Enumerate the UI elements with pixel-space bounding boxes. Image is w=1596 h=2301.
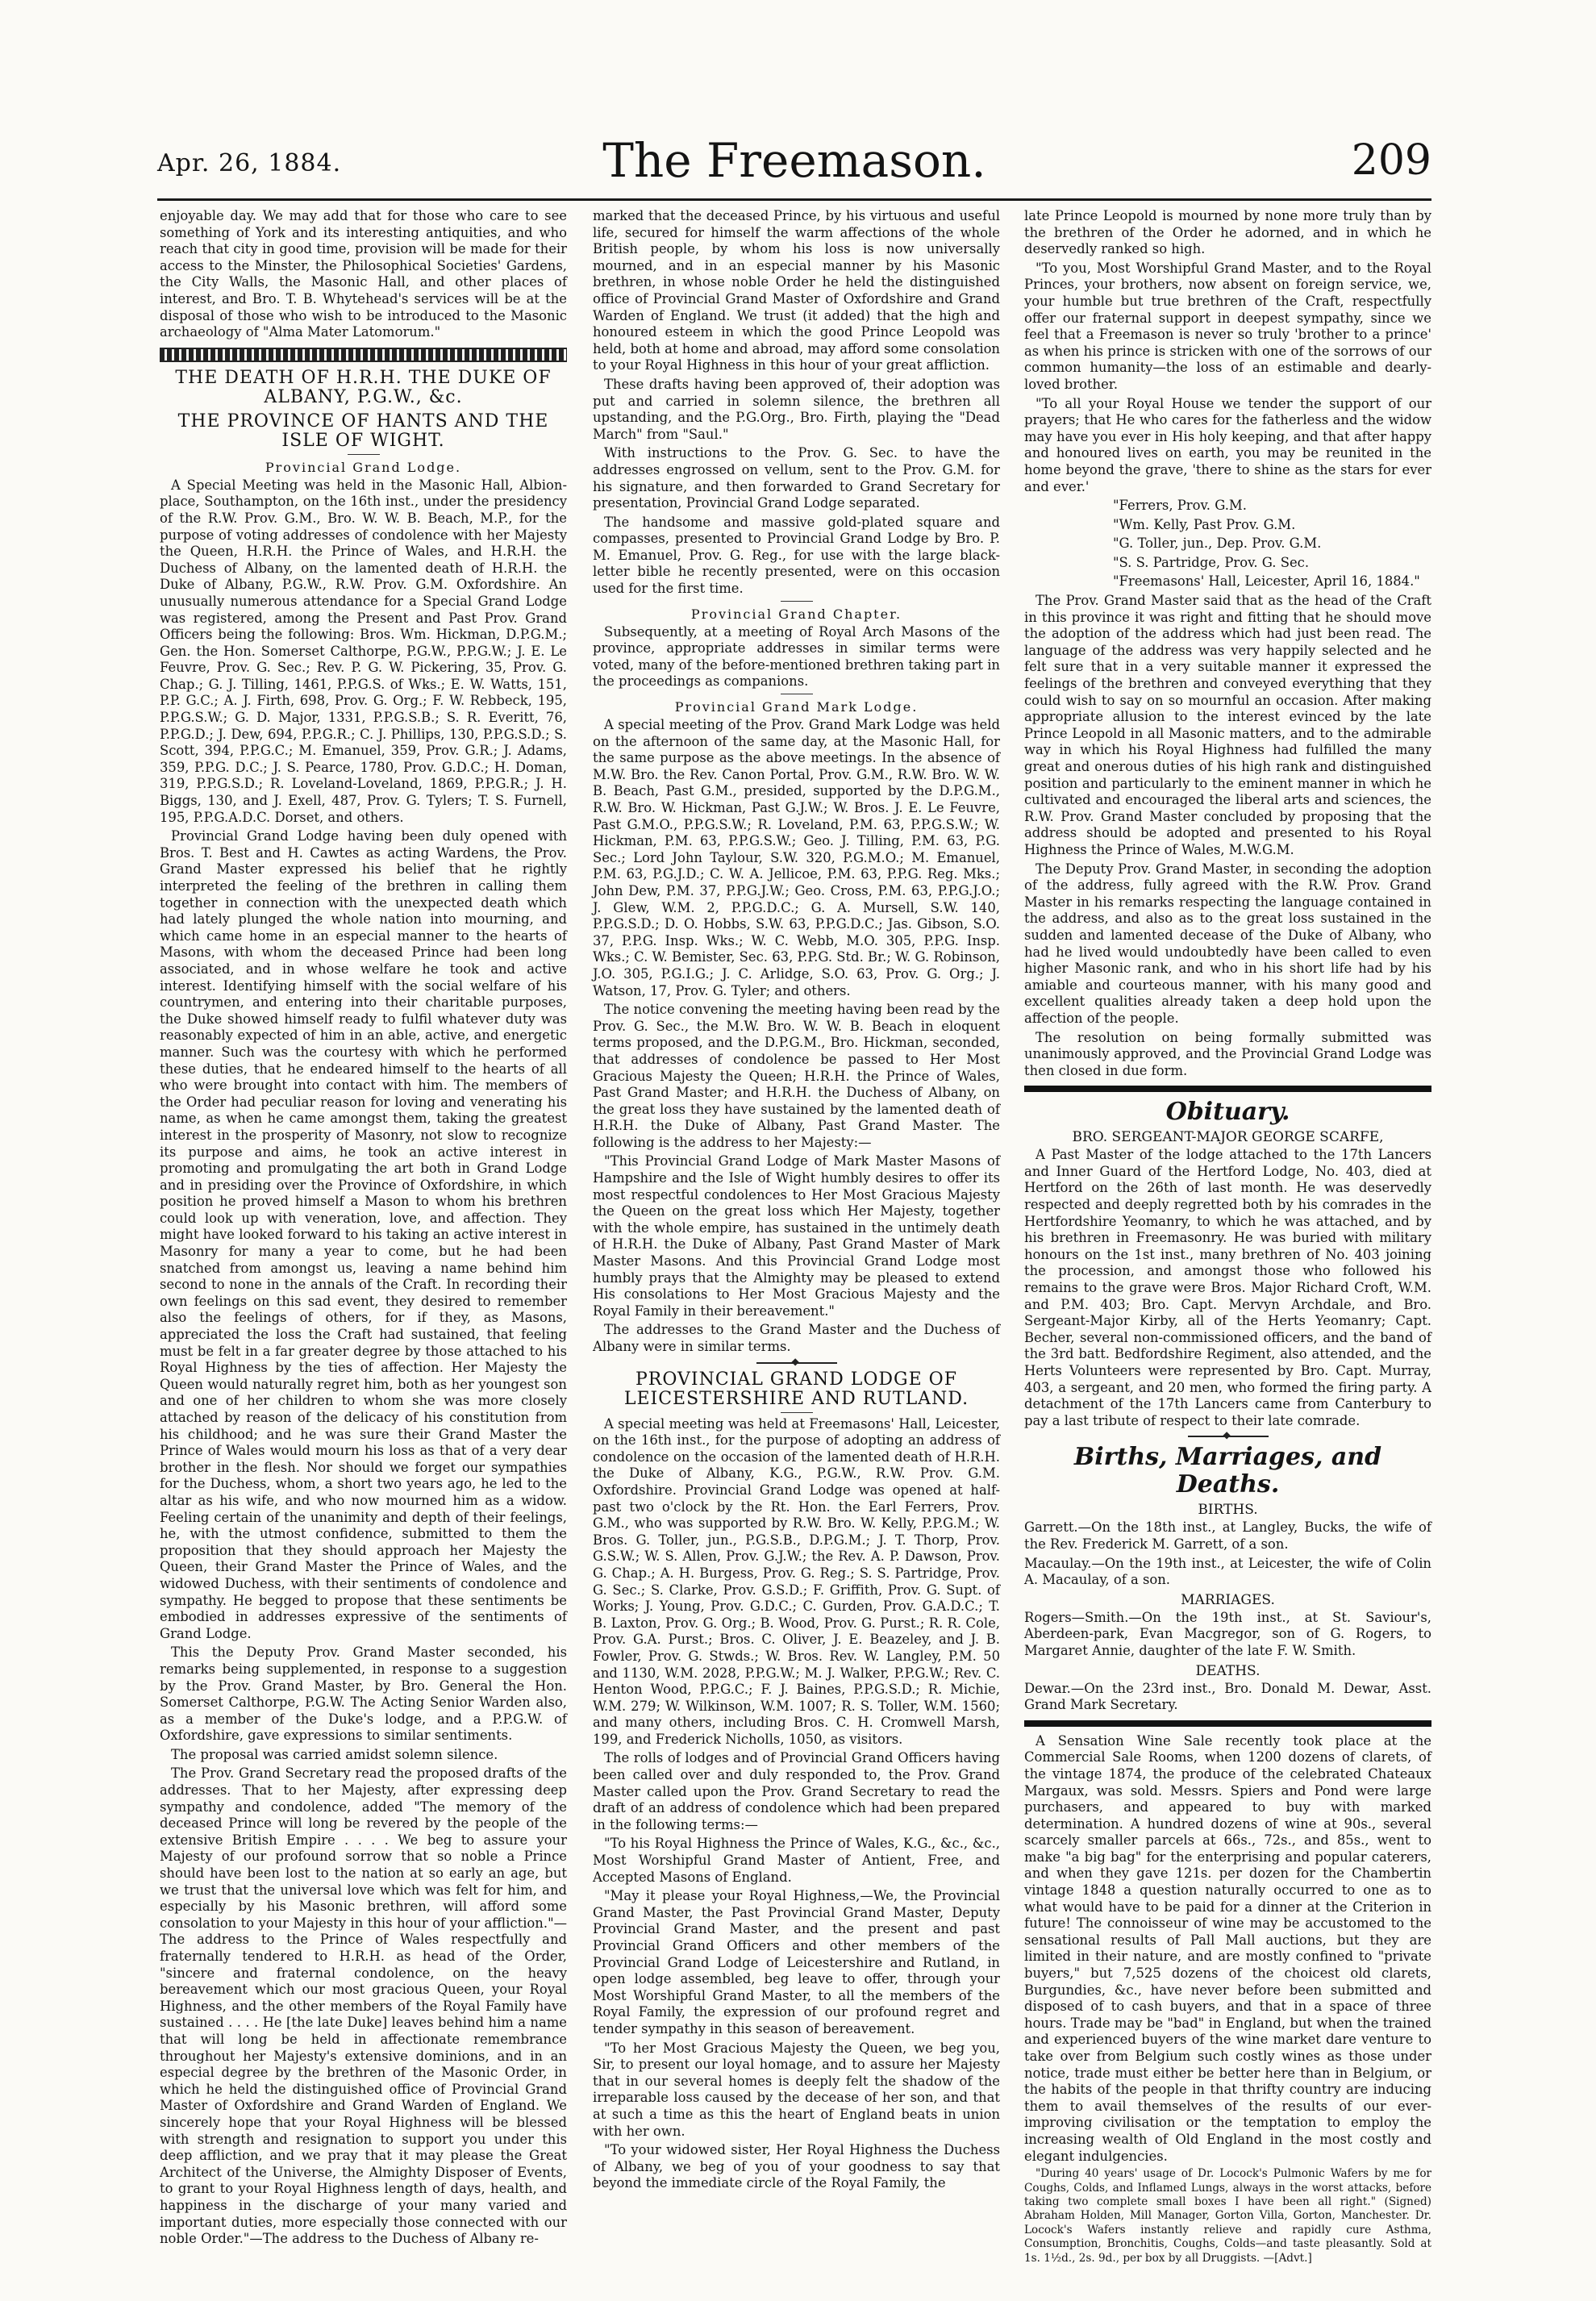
subheading: BRO. SERGEANT-MAJOR GEORGE SCARFE, (1072, 1129, 1384, 1146)
masthead-rule (157, 198, 1431, 201)
paragraph: marked that the deceased Prince, by his virtuous and useful life, secured for himself the warm affections of the whole British people, by whom his loss is now universally mourned, and in an especial manner by his Masonic brethren, in whose noble Order he held the distinguished office of Provincial Grand Master of Oxfordshire and Grand Warden of England. We trust (it added) that the high and honoured esteem in which the good Prince Leopold was held, both at home and abroad, may afford some consolation to your Royal Highness in this hour of your great affliction. (593, 208, 1000, 373)
newspaper-title: The Freemason. (602, 133, 986, 188)
notice: Rogers—Smith.—On the 19th inst., at St. Saviour's, Aberdeen-park, Evan Macgregor, son of G. Rogers, to Margaret Annie, daughter of the late F. W. Smith. (1024, 1609, 1431, 1658)
signature-line: "Wm. Kelly, Past Prov. G.M. (1113, 516, 1296, 532)
paragraph: late Prince Leopold is mourned by none more truly than by the brethren of the Order he adorned, and in which he deservedly ranked so high. (1024, 208, 1431, 257)
section-heading: Obituary. (1165, 1098, 1290, 1127)
subheading: Provincial Grand Lodge. (265, 459, 462, 475)
paragraph: "To his Royal Highness the Prince of Wales, K.G., &c., &c., Most Worshipful Grand Master of Antient, Free, and Accepted Masons of England. (593, 1836, 1000, 1885)
short-rule (781, 1412, 813, 1413)
paragraph: "To all your Royal House we tender the support of our prayers; that He who cares for the fatherless and the widow may have you ever in His holy keeping, and that after happy and honoured lives on earth, you may be reunited in the home beyond the grave, 'there to shine as the stars for ever and ever.' (1024, 395, 1431, 494)
paragraph: "To her Most Gracious Majesty the Queen, we beg you, Sir, to present our loyal homage, and to assure her Majesty that in our several homes is deeply felt the shadow of the irreparable loss caused by the decease of her son, and that at such a time as this the heart of England beats in union with her own. (593, 2040, 1000, 2139)
thick-rule (1024, 1720, 1431, 1727)
paragraph: A Sensation Wine Sale recently took place at the Commercial Sale Rooms, when 1200 dozens of clarets, of the vintage 1874, the produce of the celebrated Chateaux Margaux, was sold. Messrs. Spiers and Pond were large purchasers, and appeared to buy with marked determination. A hundred dozens of wine at 90s., several scarcely smaller parcels at 66s., 72s., and 85s., went to make "a big bag" for the enterprising and popular caterers, and when they gave 121s. per dozen for the Chambertin vintage 1848 a question naturally occurred to one as to what would have to be paid for a dinner at the Criterion in future! The connoisseur of wine may be accustomed to the sensational results of Pall Mall auctions, but they are limited in their nature, and are mostly confined to "private buyers," but 7,525 dozens of the choicest old clarets, Burgundies, &c., have never before been submitted and disposed of to cash buyers, and that in a space of three hours. Trade may be "bad" in England, but when the trained and experienced buyers of the wine market dare venture to take over from Belgium such costly wines as those under notice, trade must either be better here than in Belgium, or the habits of the people in that thrifty country are inducing them to avail themselves of the results of our ever-improving civilisation or the temptation to employ the increasing wealth of Old England in the most costly and elegant indulgencies. (1024, 1732, 1431, 2164)
paragraph: The Deputy Prov. Grand Master, in seconding the adoption of the address, fully agreed with the R.W. Prov. Grand Master in his remarks respecting the language contained in the address, and also as to the great loss sustained in the sudden and lamented decease of the Duke of Albany, who had he lived would undoubtedly have been called to even higher Masonic rank, and who in his short life had by his amiable and courteous manner, with his many good and excellent qualities already taken a deep hold upon the affection of the people. (1024, 861, 1431, 1026)
paragraph: A special meeting was held at Freemasons' Hall, Leicester, on the 16th inst., for the purpose of adopting an address of condolence on the occasion of the lamented death of H.R.H. the Duke of Albany, K.G., P.G.W., R.W. Prov. G.M. Oxfordshire. Provincial Grand Lodge was opened at half-past two o'clock by the Rt. Hon. the Earl Ferrers, Prov. G.M., who was supported by R.W. Bro. W. Kelly, P.P.G.M.; W. Bros. G. Toller, jun., P.G.S.B., D.P.G.M.; J. T. Thorp, Prov. G.S.W.; W. S. Allen, Prov. G.J.W.; the Rev. A. P. Dawson, Prov. G. Chap.; A. H. Burgess, Prov. G. Reg.; S. S. Partridge, Prov. G. Sec.; S. Clarke, Prov. G.S.D.; F. Griffith, Prov. G. Supt. of Works; J. Young, Prov. G.D.C.; C. Gurden, Prov. G.A.D.C.; T. B. Laxton, Prov. G. Org.; B. Wood, Prov. G. Purst.; R. R. Cole, Prov. G.A. Purst.; Bros. C. Oliver, J. E. Beazeley, and J. B. Fowler, Prov. G. Stwds.; W. Bros. Rev. W. Langley, P.M. 50 and 1130, W.M. 2028, P.P.G.W.; M. J. Walker, P.P.G.W.; Rev. C. Henton Wood, P.P.G.C.; F. J. Baines, P.P.G.S.D.; R. Michie, W.M. 279; W. Wilkinson, W.M. 1007; R. S. Toller, W.M. 1560; and many others, including Bros. C. H. Cromwell Marsh, 199, and Frederick Nicholls, 1050, as visitors. (593, 1415, 1000, 1747)
subheading: BIRTHS. (1198, 1502, 1258, 1519)
signature-line: "G. Toller, jun., Dep. Prov. G.M. (1113, 536, 1322, 552)
paragraph: The notice convening the meeting having been read by the Prov. G. Sec., the M.W. Bro. W. W. B. Beach in eloquent terms proposed, and the D.P.G.M., Bro. Hickman, seconded, that addresses of condolence be passed to Her Most Gracious Majesty the Queen; H.R.H. the Prince of Wales, Past Grand Master; and H.R.H. the Duchess of Albany, on the great loss they have sustained by the lamented death of H.R.H. the Duke of Albany, Past Grand Master. The following is the address to her Majesty:— (593, 1002, 1000, 1150)
paragraph: A Special Meeting was held in the Masonic Hall, Albion-place, Southampton, on the 16th inst., under the presidency of the R.W. Prov. G.M., Bro. W. W. B. Beach, M.P., for the purpose of voting addresses of condolence with her Majesty the Queen, H.R.H. the Prince of Wales, and H.R.H. the Duchess of Albany, on the lamented death of H.R.H. the Duke of Albany, P.G.W., R.W. Prov. G.M. Oxfordshire. An unusually numerous attendance for a Special Grand Lodge was registered, among the Present and Past Prov. Grand Officers being the following: Bros. Wm. Hickman, D.P.G.M.; Gen. the Hon. Somerset Calthorpe, P.G.W., P.P.G.W.; J. E. Le Feuvre, Prov. G. Sec.; Rev. P. G. W. Pickering, 35, Prov. G. Chap.; G. J. Tilling, 1461, P.P.G.S. of Wks.; E. W. Watts, 151, P.P. G.C.; A. J. Firth, 698, Prov. G. Org.; F. W. Rebbeck, 195, P.P.G.S.W.; G. D. Major, 1331, P.P.G.S.B.; S. R. Everitt, 76, P.P.G.D.; J. Dew, 694, P.P.G.R.; C. J. Phillips, 130, P.P.G.S.D.; S. Scott, 394, P.P.G.C.; M. Emanuel, 359, Prov. G.R.; J. Adams, 359, P.P.G. D.C.; J. S. Pearce, 1780, Prov. G.D.C.; H. Doman, 319, P.P.G.S.D.; R. Loveland-Loveland, 1869, P.P.G.R.; J. H. Biggs, 130, and J. Exell, 487, Prov. G. Tylers; T. S. Furnell, 195, P.P.G.A.D.C. Dorset, and others. (160, 477, 567, 825)
subheading: Provincial Grand Mark Lodge. (674, 699, 919, 715)
paragraph: The Prov. Grand Secretary read the proposed drafts of the addresses. That to her Majesty, after expressing deep sympathy and condolence, added "The memory of the deceased Prince will long be revered by the people of the extensive British Empire . . . . We beg to assure your Majesty of our profound sorrow that so noble a Prince should have been lost to the nation at so early an age, but we trust that the universal love which was felt for him, and especially by his Masonic brethren, will afford some consolation to your Majesty in this hour of your affliction."—The address to the Prince of Wales respectfully and fraternally tendered to H.R.H. as head of the Order, "sincere and fraternal condolence, on the heavy bereavement which our most gracious Queen, your Royal Highness, and the other members of the Royal Family have sustained . . . . He [the late Duke] leaves behind him a name that will long be held in affectionate remembrance throughout her Majesty's extensive dominions, and in an especial degree by the brethren of the Masonic Order, in which he held the distinguished office of Provincial Grand Master of Oxfordshire and Grand Warden of England. We sincerely hope that your Royal Highness will be blessed with strength and resignation to support you under this deep affliction, and we pray that it may please the Great Architect of the Universe, the Almighty Disposer of Events, to grant to your Royal Highness length of days, health, and happiness in the discharge of your many varied and important duties, more especially those connected with our noble Order."—The address to the Duchess of Albany re- (160, 1765, 567, 2247)
issue-date: Apr. 26, 1884. (157, 149, 342, 177)
signature-line: "S. S. Partridge, Prov. G. Sec. (1113, 554, 1310, 570)
ornamental-divider (160, 348, 567, 362)
subheading: Provincial Grand Chapter. (690, 606, 902, 622)
paragraph: "May it please your Royal Highness,—We, the Provincial Grand Master, the Past Provincial Grand Master, Deputy Provincial Grand Master, and the present and past Provincial Grand Officers and other members of the Provincial Grand Lodge of Leicestershire and Rutland, in open lodge assembled, beg leave to offer, through your Most Worshipful Grand Master, to all the members of the Royal Family, the expression of our profound regret and tender sympathy in this season of bereavement. (593, 1888, 1000, 2036)
short-rule (348, 454, 380, 455)
advertisement: "During 40 years' usage of Dr. Locock's Pulmonic Wafers by me for Coughs, Colds, and Inflamed Lungs, always in the worst attacks, before taking two complete small boxes I have been all right." (Signed) Abraham Holden, Mill Manager, Gorton Villa, Gorton, Manchester. Dr. Locock's Wafers instantly relieve and rapidly cure Asthma, Consumption, Bronchitis, Coughs, Colds—and taste pleasantly. Sold at 1s. 1½d., 2s. 9d., per box by all Druggists. —[Advt.] (1024, 2167, 1431, 2265)
paragraph: The addresses to the Grand Master and the Duchess of Albany were in similar terms. (593, 1322, 1000, 1354)
column-1 (160, 208, 567, 2250)
paragraph: enjoyable day. We may add that for those who care to see something of York and its interesting antiquities, and who reach that city in good time, provision will be made for their access to the Minster, the Philosophical Societies' Gardens, the City Walls, the Masonic Hall, and other places of interest, and Bro. T. B. Whytehead's services will be at the disposal of those who wish to be introduced to the Masonic archaeology of "Alma Mater Latomorum." (160, 208, 567, 340)
notice: Garrett.—On the 18th inst., at Langley, Bucks, the wife of the Rev. Frederick M. Garrett, of a son. (1024, 1519, 1431, 1552)
signature-line: "Freemasons' Hall, Leicester, April 16, 1884." (1113, 573, 1420, 590)
paragraph: A special meeting of the Prov. Grand Mark Lodge was held on the afternoon of the same day, at the Masonic Hall, for the same purpose as the above meetings. In the absence of M.W. Bro. the Rev. Canon Portal, Prov. G.M., R.W. Bro. W. W. B. Beach, Past G.M., presided, supported by the D.P.G.M., R.W. Bro. W. Hickman, Past G.J.W.; W. Bros. J. E. Le Feuvre, Past G.M.O., P.P.G.S.W.; R. Loveland, P.M. 63, P.P.G.S.W.; W. Hickman, P.M. 63, P.P.G.S.W.; Geo. J. Tilling, P.M. 63, P.G. Sec.; Lord John Taylour, S.W. 320, P.G.M.O.; M. Emanuel, P.M. 63, P.G.J.D.; C. W. A. Jellicoe, P.M. 63, P.P.G. Reg. Mks.; John Dew, P.M. 37, P.P.G.J.W.; Geo. Cross, P.M. 63, P.P.G.J.O.; J. Glew, W.M. 2, P.P.G.D.C.; G. A. Mursell, S.W. 140, P.P.G.S.D.; D. O. Hobbs, S.W. 63, P.P.G.D.C.; Jas. Gibson, S.O. 37, P.P.G. Insp. Wks.; W. C. Webb, M.O. 305, P.P.G. Insp. Wks.; C. W. Bemister, Sec. 63, P.P.G. Std. Br.; W. G. Robinson, J.O. 305, P.G.I.G.; J. C. Arlidge, S.O. 63, Prov. G. Org.; J. Watson, 17, Prov. G. Tyler; and others. (593, 717, 1000, 998)
paragraph: These drafts having been approved of, their adoption was put and carried in solemn silence, the brethren all upstanding, and the P.G.Org., Bro. Firth, playing the "Dead March" from "Saul." (593, 376, 1000, 442)
diamond-divider (756, 1362, 837, 1364)
section-heading: THE DEATH OF H.R.H. THE DUKE OF ALBANY, P.G.W., &c. (175, 367, 552, 407)
signature-line: "Ferrers, Prov. G.M. (1113, 498, 1247, 514)
column-3 (1024, 208, 1431, 2268)
paragraph: With instructions to the Prov. G. Sec. to have the addresses engrossed on vellum, sent to the Prov. G.M. for his signature, and then forwarded to Grand Secretary for presentation, Provincial Grand Lodge separated. (593, 445, 1000, 511)
masthead (157, 133, 1431, 190)
thick-rule (1024, 1086, 1431, 1092)
section-heading: PROVINCIAL GRAND LODGE OF LEICESTERSHIRE AND RUTLAND. (623, 1369, 969, 1409)
section-heading: Births, Marriages, and Deaths. (1073, 1443, 1382, 1499)
paragraph: "To you, Most Worshipful Grand Master, and to the Royal Princes, your brothers, now absent on foreign service, we, your humble but true brethren of the Craft, respectfully offer our fraternal support in deepest sympathy, since we feel that a Freemason is never so truly 'brother to a prince' as when his prince is stricken with one of the sorrows of our common humanity—the loss of an estimable and dearly-loved brother. (1024, 260, 1431, 392)
page-number: 209 (1351, 136, 1431, 185)
subheading: MARRIAGES. (1181, 1591, 1275, 1608)
paragraph: A Past Master of the lodge attached to the 17th Lancers and Inner Guard of the Hertford Lodge, No. 403, died at Hertford on the 26th of last month. He was deservedly respected and deeply regretted both by his comrades in the Hertfordshire Yeomanry, to which he was attached, and by his brethren in Freemasonry. He was buried with military honours on the 1st inst., many brethren of No. 403 joining the procession, and amongst those who followed his remains to the grave were Bros. Major Richard Croft, W.M. and P.M. 403; Bro. Capt. Mervyn Archdale, and Bro. Sergeant-Major Kirby, all of the Herts Yeomanry; Capt. Becher, several non-commissioned officers, and the band of the 3rd batt. Bedfordshire Regiment, also attended, and the Herts Volunteers were represented by Bro. Capt. Murray, 403, a sergeant, and 20 men, who formed the firing party. A detachment of the 17th Lancers came from Canterbury to pay a last tribute of respect to their late comrade. (1024, 1147, 1431, 1428)
diamond-divider (1188, 1436, 1269, 1437)
paragraph: The resolution on being formally submitted was unanimously approved, and the Provincial Grand Lodge was then closed in due form. (1024, 1029, 1431, 1078)
column-2 (593, 208, 1000, 2195)
paragraph: The handsome and massive gold-plated square and compasses, presented to Provincial Grand Lodge by Bro. P. M. Emanuel, Prov. G. Reg., for use with the large black-letter bible he recently presented, were on this occasion used for the first time. (593, 514, 1000, 597)
paragraph: Subsequently, at a meeting of Royal Arch Masons of the province, appropriate addresses in similar terms were voted, many of the before-mentioned brethren taking part in the proceedings as companions. (593, 623, 1000, 690)
section-heading: THE PROVINCE OF HANTS AND THE ISLE OF WIGHT. (177, 411, 549, 451)
paragraph: "This Provincial Grand Lodge of Mark Master Masons of Hampshire and the Isle of Wight humbly desires to offer its most respectful condolences to Her Most Gracious Majesty the Queen on the great loss which Her Majesty, together with the whole empire, has sustained in the untimely death of H.R.H. the Duke of Albany, Past Grand Master of Mark Master Masons. And this Provincial Grand Lodge most humbly prays that the Almighty may be pleased to extend His consolations to Her Most Gracious Majesty and the Royal Family in their bereavement." (593, 1153, 1000, 1319)
paragraph: The proposal was carried amidst solemn silence. (171, 1746, 498, 1762)
paragraph: Provincial Grand Lodge having been duly opened with Bros. T. Best and H. Cawtes as acting Wardens, the Prov. Grand Master expressed his belief that he rightly interpreted the feeling of the brethren in calling them together in connection with the unexpected death which had lately plunged the whole nation into mourning, and which came home in an especial manner to the hearts of Masons, with whom the deceased Prince had been long associated, and in whose welfare he took and active interest. Identifying himself with the social welfare of his countrymen, and entering into their charitable purposes, the Duke showed himself ready to fulfil whatever duty was reasonably expected of him in an able, active, and energetic manner. Such was the courtesy with which he performed these duties, that he endeared himself to the hearts of all who were brought into contact with him. The members of the Order had peculiar reason for loving and venerating his name, as when he came amongst them, taking the greatest interest in the prosperity of Masonry, not slow to recognize its purpose and aims, he took an active interest in promoting and promulgating the art both in Grand Lodge and in presiding over the Province of Oxfordshire, in which position he proved himself a Mason to whom his brethren could look up with veneration, love, and affection. They might have looked forward to his taking an active interest in Masonry for many a year to come, but he had been snatched from amongst us, leaving a name behind him second to none in the annals of the Craft. In recording their own feelings on this sad event, they desired to remember also the feelings of others, for if they, as Masons, appreciated the loss the Craft had sustained, that feeling must be felt in a far greater degree by those attached to his Royal Highness by the ties of affection. Her Majesty the Queen would naturally regret him, both as her youngest son and one of her children to whom she was more closely attached by reason of the delicacy of his constitution from his childhood; and he was sure their Grand Master the Prince of Wales would mourn his loss as that of a very dear brother in the flesh. Nor should we forget our sympathies for the Duchess, whom, a short two years ago, he led to the altar as his wife, and who now mourned him as a widow. Feeling certain of the unanimity and depth of their feelings, he, with the utmost confidence, submitted to them the proposition that they should approach her Majesty the Queen, their Grand Master the Prince of Wales, and the widowed Duchess, with their sentiments of condolence and sympathy. He begged to propose that these sentiments be embodied in addresses expressive of the sentiments of Grand Lodge. (160, 828, 567, 1641)
notice: Dewar.—On the 23rd inst., Bro. Donald M. Dewar, Asst. Grand Mark Secretary. (1024, 1680, 1431, 1713)
subheading: DEATHS. (1195, 1662, 1261, 1679)
notice: Macaulay.—On the 19th inst., at Leicester, the wife of Colin A. Macaulay, of a son. (1024, 1555, 1431, 1588)
paragraph: "To your widowed sister, Her Royal Highness the Duchess of Albany, we beg of you of your goodness to say that beyond the immediate circle of the Royal Family, the (593, 2142, 1000, 2191)
paragraph: The rolls of lodges and of Provincial Grand Officers having been called over and duly responded to, the Prov. Grand Master called upon the Prov. Grand Secretary to read the draft of an address of condolence which had been prepared in the following terms:— (593, 1750, 1000, 1832)
paragraph: The Prov. Grand Master said that as the head of the Craft in this province it was right and fitting that he should move the adoption of the address which had just been read. The language of the address was very happily selected and he felt sure that in a very suitable manner it expressed the feelings of the brethren and conveyed everything that they could wish to say on so mournful an occasion. After making appropriate allusion to the interest evinced by the late Prince Leopold in all Masonic matters, and to the admirable way in which his Royal Highness had fulfilled the many great and onerous duties of his high rank and distinguished position and particularly to the eminent manner in which he cultivated and encouraged the liberal arts and sciences, the R.W. Prov. Grand Master concluded by proposing that the address should be adopted and presented to his Royal Highness the Prince of Wales, M.W.G.M. (1024, 593, 1431, 857)
paragraph: This the Deputy Prov. Grand Master seconded, his remarks being supplemented, in response to a suggestion by the Prov. Grand Master, by Bro. General the Hon. Somerset Calthorpe, P.G.W. The Acting Senior Warden also, as a member of the Duke's lodge, and a P.P.G.W. of Oxfordshire, gave expressions to similar sentiments. (160, 1644, 567, 1744)
short-rule (781, 601, 813, 602)
